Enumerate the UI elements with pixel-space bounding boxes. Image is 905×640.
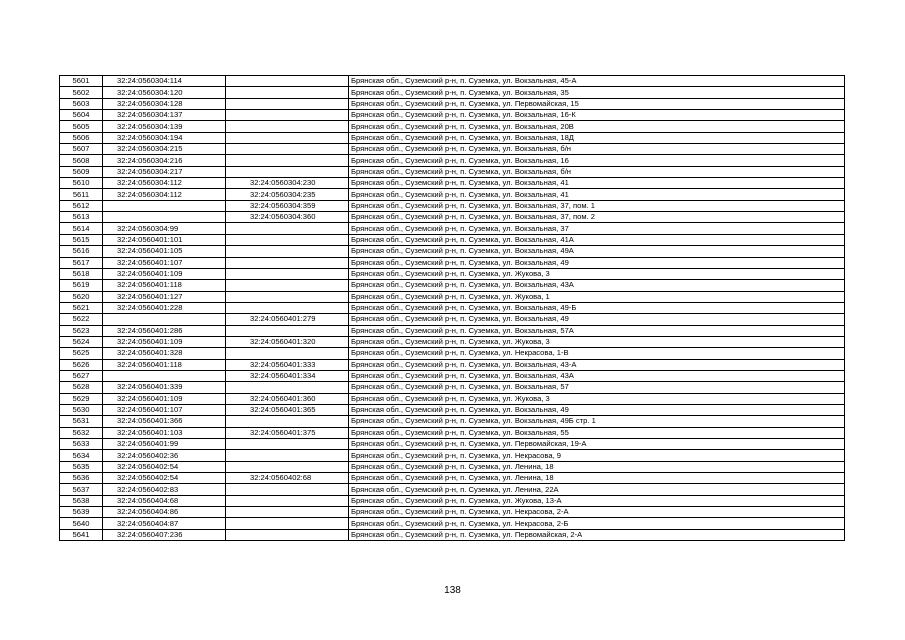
row-number-cell: 5611	[60, 189, 103, 200]
address-cell: Брянская обл., Суземский р-н, п. Суземка, ул. Жукова, 1	[349, 291, 845, 302]
cadastral-number-cell: 32:24:0560401:118	[103, 359, 226, 370]
cadastral-number-cell	[103, 370, 226, 381]
related-cadastral-number-cell	[226, 348, 349, 359]
row-number-cell: 5617	[60, 257, 103, 268]
related-cadastral-number-cell	[226, 234, 349, 245]
related-cadastral-number-cell	[226, 518, 349, 529]
table-row	[60, 370, 845, 381]
related-cadastral-number-cell	[226, 144, 349, 155]
address-cell: Брянская обл., Суземский р-н, п. Суземка, ул. Жукова, 3	[349, 268, 845, 279]
row-number-cell: 5625	[60, 348, 103, 359]
related-cadastral-number-cell	[226, 246, 349, 257]
address-cell: Брянская обл., Суземский р-н, п. Суземка, ул. Вокзальная, 49	[349, 314, 845, 325]
related-cadastral-number-cell	[226, 439, 349, 450]
table-row	[60, 314, 845, 325]
address-cell: Брянская обл., Суземский р-н, п. Суземка, ул. Вокзальная, 43А	[349, 370, 845, 381]
row-number-cell: 5635	[60, 461, 103, 472]
table-row	[60, 132, 845, 143]
related-cadastral-number-cell	[226, 280, 349, 291]
row-number-cell: 5601	[60, 76, 103, 87]
row-number-cell: 5604	[60, 110, 103, 121]
table-row	[60, 257, 845, 268]
related-cadastral-number-cell: 32:24:0560401:333	[226, 359, 349, 370]
address-cell: Брянская обл., Суземский р-н, п. Суземка, ул. Некрасова, 2-Б	[349, 518, 845, 529]
related-cadastral-number-cell: 32:24:0560304:235	[226, 189, 349, 200]
row-number-cell: 5618	[60, 268, 103, 279]
cadastral-number-cell: 32:24:0560304:139	[103, 121, 226, 132]
related-cadastral-number-cell: 32:24:0560304:359	[226, 200, 349, 211]
table-row	[60, 518, 845, 529]
table-row	[60, 246, 845, 257]
table-row	[60, 495, 845, 506]
address-cell: Брянская обл., Суземский р-н, п. Суземка, ул. Вокзальная, 49	[349, 404, 845, 415]
table-row	[60, 212, 845, 223]
cadastral-number-cell: 32:24:0560402:83	[103, 484, 226, 495]
cadastral-number-cell: 32:24:0560401:109	[103, 393, 226, 404]
address-cell: Брянская обл., Суземский р-н, п. Суземка, ул. Вокзальная, 43А	[349, 280, 845, 291]
cadastral-number-cell: 32:24:0560304:216	[103, 155, 226, 166]
table-row	[60, 166, 845, 177]
cadastral-number-cell: 32:24:0560401:118	[103, 280, 226, 291]
address-cell: Брянская обл., Суземский р-н, п. Суземка, ул. Вокзальная, 57А	[349, 325, 845, 336]
cadastral-number-cell: 32:24:0560401:339	[103, 382, 226, 393]
related-cadastral-number-cell: 32:24:0560401:375	[226, 427, 349, 438]
table-row	[60, 178, 845, 189]
related-cadastral-number-cell	[226, 166, 349, 177]
related-cadastral-number-cell	[226, 495, 349, 506]
address-cell: Брянская обл., Суземский р-н, п. Суземка, ул. Вокзальная, 49-Б	[349, 302, 845, 313]
table-row	[60, 268, 845, 279]
related-cadastral-number-cell: 32:24:0560304:360	[226, 212, 349, 223]
address-cell: Брянская обл., Суземский р-н, п. Суземка, ул. Вокзальная, 41	[349, 189, 845, 200]
cadastral-number-cell: 32:24:0560304:112	[103, 178, 226, 189]
table-row	[60, 529, 845, 540]
related-cadastral-number-cell	[226, 484, 349, 495]
related-cadastral-number-cell: 32:24:0560401:334	[226, 370, 349, 381]
cadastral-number-cell	[103, 212, 226, 223]
row-number-cell: 5628	[60, 382, 103, 393]
table-row	[60, 234, 845, 245]
cadastral-number-cell: 32:24:0560401:101	[103, 234, 226, 245]
table-row	[60, 325, 845, 336]
row-number-cell: 5602	[60, 87, 103, 98]
address-cell: Брянская обл., Суземский р-н, п. Суземка, ул. Вокзальная, 45-А	[349, 76, 845, 87]
related-cadastral-number-cell	[226, 450, 349, 461]
address-cell: Брянская обл., Суземский р-н, п. Суземка, ул. Жукова, 3	[349, 336, 845, 347]
table-row	[60, 359, 845, 370]
row-number-cell: 5627	[60, 370, 103, 381]
row-number-cell: 5636	[60, 473, 103, 484]
address-cell: Брянская обл., Суземский р-н, п. Суземка, ул. Вокзальная, 41А	[349, 234, 845, 245]
cadastral-number-cell: 32:24:0560401:99	[103, 439, 226, 450]
row-number-cell: 5629	[60, 393, 103, 404]
row-number-cell: 5630	[60, 404, 103, 415]
table-row	[60, 76, 845, 87]
registry-table	[59, 75, 845, 541]
address-cell: Брянская обл., Суземский р-н, п. Суземка, ул. Вокзальная, 49А	[349, 246, 845, 257]
address-cell: Брянская обл., Суземский р-н, п. Суземка, ул. Вокзальная, 20В	[349, 121, 845, 132]
table-row	[60, 393, 845, 404]
row-number-cell: 5638	[60, 495, 103, 506]
address-cell: Брянская обл., Суземский р-н, п. Суземка, ул. Вокзальная, 37, пом. 1	[349, 200, 845, 211]
related-cadastral-number-cell	[226, 121, 349, 132]
cadastral-number-cell: 32:24:0560304:120	[103, 87, 226, 98]
row-number-cell: 5620	[60, 291, 103, 302]
cadastral-number-cell: 32:24:0560401:328	[103, 348, 226, 359]
address-cell: Брянская обл., Суземский р-н, п. Суземка, ул. Вокзальная, 49	[349, 257, 845, 268]
row-number-cell: 5640	[60, 518, 103, 529]
row-number-cell: 5631	[60, 416, 103, 427]
table-row	[60, 121, 845, 132]
row-number-cell: 5613	[60, 212, 103, 223]
row-number-cell: 5621	[60, 302, 103, 313]
cadastral-number-cell: 32:24:0560401:366	[103, 416, 226, 427]
cadastral-number-cell: 32:24:0560401:228	[103, 302, 226, 313]
row-number-cell: 5622	[60, 314, 103, 325]
row-number-cell: 5606	[60, 132, 103, 143]
cadastral-number-cell: 32:24:0560304:112	[103, 189, 226, 200]
cadastral-number-cell: 32:24:0560304:194	[103, 132, 226, 143]
cadastral-number-cell: 32:24:0560402:54	[103, 473, 226, 484]
related-cadastral-number-cell: 32:24:0560401:360	[226, 393, 349, 404]
cadastral-number-cell: 32:24:0560402:36	[103, 450, 226, 461]
address-cell: Брянская обл., Суземский р-н, п. Суземка, ул. Вокзальная, 41	[349, 178, 845, 189]
row-number-cell: 5607	[60, 144, 103, 155]
table-row	[60, 200, 845, 211]
related-cadastral-number-cell: 32:24:0560401:279	[226, 314, 349, 325]
related-cadastral-number-cell	[226, 257, 349, 268]
row-number-cell: 5623	[60, 325, 103, 336]
table-row	[60, 110, 845, 121]
related-cadastral-number-cell	[226, 268, 349, 279]
page-number: 138	[444, 585, 461, 596]
address-cell: Брянская обл., Суземский р-н, п. Суземка, ул. Вокзальная, 57	[349, 382, 845, 393]
cadastral-number-cell	[103, 314, 226, 325]
address-cell: Брянская обл., Суземский р-н, п. Суземка, ул. Первомайская, 2-А	[349, 529, 845, 540]
address-cell: Брянская обл., Суземский р-н, п. Суземка, ул. Некрасова, 9	[349, 450, 845, 461]
table-row	[60, 280, 845, 291]
address-cell: Брянская обл., Суземский р-н, п. Суземка, ул. Ленина, 18	[349, 473, 845, 484]
address-cell: Брянская обл., Суземский р-н, п. Суземка, ул. Ленина, 22А	[349, 484, 845, 495]
related-cadastral-number-cell	[226, 416, 349, 427]
table-row	[60, 461, 845, 472]
table-row	[60, 336, 845, 347]
address-cell: Брянская обл., Суземский р-н, п. Суземка, ул. Первомайская, 19-А	[349, 439, 845, 450]
table-row	[60, 155, 845, 166]
related-cadastral-number-cell	[226, 87, 349, 98]
related-cadastral-number-cell	[226, 110, 349, 121]
related-cadastral-number-cell	[226, 98, 349, 109]
row-number-cell: 5614	[60, 223, 103, 234]
address-cell: Брянская обл., Суземский р-н, п. Суземка, ул. Вокзальная, 43-А	[349, 359, 845, 370]
related-cadastral-number-cell	[226, 302, 349, 313]
table-row	[60, 382, 845, 393]
address-cell: Брянская обл., Суземский р-н, п. Суземка, ул. Вокзальная, 18Д	[349, 132, 845, 143]
cadastral-number-cell: 32:24:0560304:217	[103, 166, 226, 177]
row-number-cell: 5615	[60, 234, 103, 245]
row-number-cell: 5634	[60, 450, 103, 461]
row-number-cell: 5619	[60, 280, 103, 291]
related-cadastral-number-cell	[226, 76, 349, 87]
table-row	[60, 416, 845, 427]
related-cadastral-number-cell	[226, 529, 349, 540]
cadastral-number-cell: 32:24:0560304:215	[103, 144, 226, 155]
address-cell: Брянская обл., Суземский р-н, п. Суземка, ул. Вокзальная, 55	[349, 427, 845, 438]
table-row	[60, 427, 845, 438]
table-row	[60, 473, 845, 484]
row-number-cell: 5605	[60, 121, 103, 132]
related-cadastral-number-cell	[226, 155, 349, 166]
registry-table-body	[60, 76, 845, 541]
cadastral-number-cell: 32:24:0560304:128	[103, 98, 226, 109]
cadastral-number-cell: 32:24:0560407:236	[103, 529, 226, 540]
row-number-cell: 5624	[60, 336, 103, 347]
cadastral-number-cell: 32:24:0560404:87	[103, 518, 226, 529]
table-row	[60, 450, 845, 461]
address-cell: Брянская обл., Суземский р-н, п. Суземка, ул. Вокзальная, 49Б стр. 1	[349, 416, 845, 427]
table-row	[60, 87, 845, 98]
address-cell: Брянская обл., Суземский р-н, п. Суземка, ул. Вокзальная, б/н	[349, 144, 845, 155]
address-cell: Брянская обл., Суземский р-н, п. Суземка, ул. Ленина, 18	[349, 461, 845, 472]
row-number-cell: 5610	[60, 178, 103, 189]
related-cadastral-number-cell	[226, 461, 349, 472]
cadastral-number-cell: 32:24:0560402:54	[103, 461, 226, 472]
related-cadastral-number-cell	[226, 132, 349, 143]
cadastral-number-cell: 32:24:0560401:107	[103, 404, 226, 415]
address-cell: Брянская обл., Суземский р-н, п. Суземка, ул. Вокзальная, б/н	[349, 166, 845, 177]
cadastral-number-cell: 32:24:0560304:99	[103, 223, 226, 234]
cadastral-number-cell: 32:24:0560304:114	[103, 76, 226, 87]
related-cadastral-number-cell: 32:24:0560402:68	[226, 473, 349, 484]
table-row	[60, 439, 845, 450]
cadastral-number-cell: 32:24:0560404:68	[103, 495, 226, 506]
related-cadastral-number-cell	[226, 507, 349, 518]
cadastral-number-cell: 32:24:0560401:286	[103, 325, 226, 336]
row-number-cell: 5637	[60, 484, 103, 495]
table-row	[60, 291, 845, 302]
address-cell: Брянская обл., Суземский р-н, п. Суземка, ул. Жукова, 13-А	[349, 495, 845, 506]
cadastral-number-cell	[103, 200, 226, 211]
related-cadastral-number-cell: 32:24:0560304:230	[226, 178, 349, 189]
related-cadastral-number-cell	[226, 325, 349, 336]
address-cell: Брянская обл., Суземский р-н, п. Суземка, ул. Вокзальная, 16	[349, 155, 845, 166]
cadastral-number-cell: 32:24:0560401:109	[103, 268, 226, 279]
row-number-cell: 5639	[60, 507, 103, 518]
row-number-cell: 5626	[60, 359, 103, 370]
address-cell: Брянская обл., Суземский р-н, п. Суземка, ул. Жукова, 3	[349, 393, 845, 404]
cadastral-number-cell: 32:24:0560404:86	[103, 507, 226, 518]
related-cadastral-number-cell: 32:24:0560401:365	[226, 404, 349, 415]
cadastral-number-cell: 32:24:0560401:103	[103, 427, 226, 438]
address-cell: Брянская обл., Суземский р-н, п. Суземка, ул. Первомайская, 15	[349, 98, 845, 109]
address-cell: Брянская обл., Суземский р-н, п. Суземка, ул. Вокзальная, 37, пом. 2	[349, 212, 845, 223]
cadastral-number-cell: 32:24:0560401:109	[103, 336, 226, 347]
table-row	[60, 144, 845, 155]
related-cadastral-number-cell	[226, 291, 349, 302]
row-number-cell: 5608	[60, 155, 103, 166]
cadastral-number-cell: 32:24:0560401:105	[103, 246, 226, 257]
row-number-cell: 5641	[60, 529, 103, 540]
row-number-cell: 5633	[60, 439, 103, 450]
table-row	[60, 404, 845, 415]
related-cadastral-number-cell	[226, 223, 349, 234]
table-row	[60, 507, 845, 518]
address-cell: Брянская обл., Суземский р-н, п. Суземка, ул. Некрасова, 2-А	[349, 507, 845, 518]
row-number-cell: 5609	[60, 166, 103, 177]
table-row	[60, 98, 845, 109]
row-number-cell: 5603	[60, 98, 103, 109]
cadastral-number-cell: 32:24:0560401:127	[103, 291, 226, 302]
cadastral-number-cell: 32:24:0560401:107	[103, 257, 226, 268]
address-cell: Брянская обл., Суземский р-н, п. Суземка, ул. Вокзальная, 35	[349, 87, 845, 98]
table-row	[60, 348, 845, 359]
row-number-cell: 5612	[60, 200, 103, 211]
table-row	[60, 189, 845, 200]
row-number-cell: 5616	[60, 246, 103, 257]
table-row	[60, 223, 845, 234]
table-row	[60, 302, 845, 313]
related-cadastral-number-cell	[226, 382, 349, 393]
row-number-cell: 5632	[60, 427, 103, 438]
cadastral-number-cell: 32:24:0560304:137	[103, 110, 226, 121]
related-cadastral-number-cell: 32:24:0560401:320	[226, 336, 349, 347]
table-row	[60, 484, 845, 495]
address-cell: Брянская обл., Суземский р-н, п. Суземка, ул. Вокзальная, 16-К	[349, 110, 845, 121]
address-cell: Брянская обл., Суземский р-н, п. Суземка, ул. Вокзальная, 37	[349, 223, 845, 234]
address-cell: Брянская обл., Суземский р-н, п. Суземка, ул. Некрасова, 1-В	[349, 348, 845, 359]
